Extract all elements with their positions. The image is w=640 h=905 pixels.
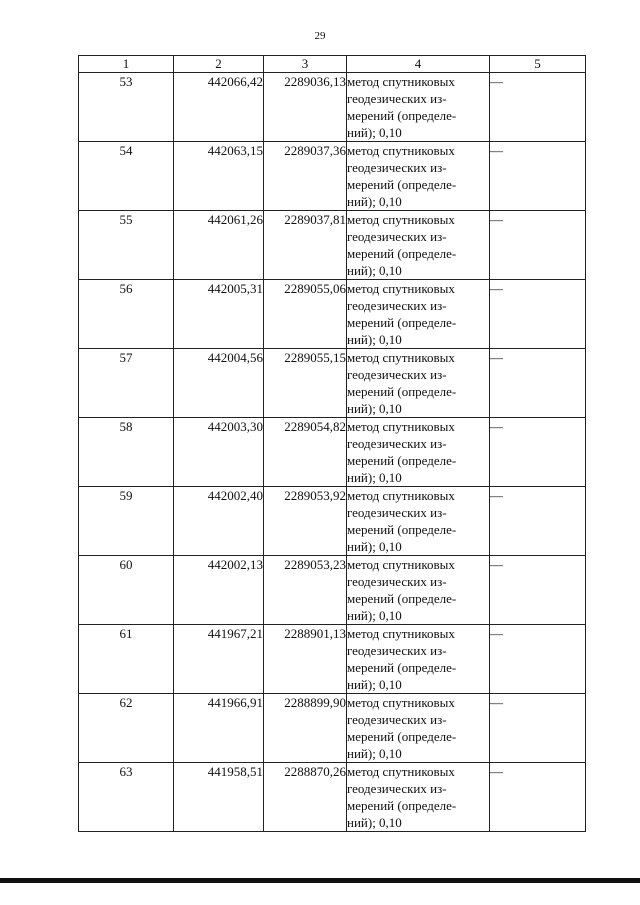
method-line: метод спутниковых	[347, 764, 455, 779]
coord-x-cell: 442066,42	[174, 73, 264, 142]
point-number-cell: 54	[79, 142, 174, 211]
coord-y-cell: 2289036,13	[264, 73, 347, 142]
coord-y-cell: 2289037,36	[264, 142, 347, 211]
point-number-cell: 56	[79, 280, 174, 349]
method-cell	[347, 418, 490, 487]
method-line: ний); 0,10	[347, 263, 402, 278]
coord-x-cell: 441967,21	[174, 625, 264, 694]
point-number-cell: 60	[79, 556, 174, 625]
method-cell	[347, 349, 490, 418]
coord-y-cell: 2288870,26	[264, 763, 347, 832]
coord-x-cell: 442061,26	[174, 211, 264, 280]
table-row	[79, 763, 586, 832]
method-cell	[347, 73, 490, 142]
note-cell: —	[490, 142, 586, 211]
method-line: ний); 0,10	[347, 194, 402, 209]
method-line: метод спутниковых	[347, 281, 455, 296]
method-line: ний); 0,10	[347, 746, 402, 761]
table-row	[79, 211, 586, 280]
coord-x-cell: 441966,91	[174, 694, 264, 763]
point-number-cell: 63	[79, 763, 174, 832]
method-line: метод спутниковых	[347, 626, 455, 641]
coord-y-cell: 2289053,23	[264, 556, 347, 625]
table-row	[79, 73, 586, 142]
method-line: мерений (определе-	[347, 522, 457, 537]
page-number: 29	[314, 30, 326, 42]
table-row	[79, 556, 586, 625]
coord-x-cell: 441958,51	[174, 763, 264, 832]
method-line: мерений (определе-	[347, 246, 457, 261]
point-number-cell: 53	[79, 73, 174, 142]
method-cell	[347, 694, 490, 763]
note-cell: —	[490, 694, 586, 763]
method-line: геодезических из-	[347, 91, 447, 106]
method-line: метод спутниковых	[347, 695, 455, 710]
point-number-cell: 59	[79, 487, 174, 556]
method-cell	[347, 280, 490, 349]
method-line: ний); 0,10	[347, 608, 402, 623]
method-line: геодезических из-	[347, 781, 447, 796]
coord-y-cell: 2289055,06	[264, 280, 347, 349]
method-line: ний); 0,10	[347, 470, 402, 485]
method-cell	[347, 625, 490, 694]
method-line: мерений (определе-	[347, 453, 457, 468]
method-line: геодезических из-	[347, 367, 447, 382]
coord-x-cell: 442063,15	[174, 142, 264, 211]
method-line: мерений (определе-	[347, 660, 457, 675]
method-line: мерений (определе-	[347, 384, 457, 399]
coord-x-cell: 442004,56	[174, 349, 264, 418]
table-row	[79, 487, 586, 556]
table-row	[79, 280, 586, 349]
method-cell	[347, 142, 490, 211]
method-line: мерений (определе-	[347, 591, 457, 606]
method-line: метод спутниковых	[347, 350, 455, 365]
coord-x-cell: 442002,13	[174, 556, 264, 625]
coord-y-cell: 2288899,90	[264, 694, 347, 763]
coord-x-cell: 442002,40	[174, 487, 264, 556]
point-number-cell: 62	[79, 694, 174, 763]
method-line: ний); 0,10	[347, 539, 402, 554]
method-line: мерений (определе-	[347, 315, 457, 330]
header-col-2: 2	[174, 56, 264, 73]
coord-y-cell: 2289055,15	[264, 349, 347, 418]
coord-x-cell: 442003,30	[174, 418, 264, 487]
table-row	[79, 349, 586, 418]
coordinates-table	[78, 55, 586, 832]
method-line: геодезических из-	[347, 229, 447, 244]
note-cell: —	[490, 280, 586, 349]
method-line: метод спутниковых	[347, 74, 455, 89]
note-cell: —	[490, 211, 586, 280]
method-line: метод спутниковых	[347, 488, 455, 503]
method-cell	[347, 487, 490, 556]
note-cell: —	[490, 349, 586, 418]
note-cell: —	[490, 73, 586, 142]
note-cell: —	[490, 625, 586, 694]
method-line: ний); 0,10	[347, 332, 402, 347]
method-line: мерений (определе-	[347, 729, 457, 744]
method-line: метод спутниковых	[347, 557, 455, 572]
table-row	[79, 625, 586, 694]
method-line: мерений (определе-	[347, 177, 457, 192]
table-row	[79, 694, 586, 763]
note-cell: —	[490, 487, 586, 556]
method-cell	[347, 211, 490, 280]
note-cell: —	[490, 763, 586, 832]
header-col-4: 4	[347, 56, 490, 73]
method-line: геодезических из-	[347, 436, 447, 451]
table-header-row	[79, 56, 586, 73]
method-line: метод спутниковых	[347, 143, 455, 158]
method-line: ний); 0,10	[347, 401, 402, 416]
header-col-3: 3	[264, 56, 347, 73]
method-line: мерений (определе-	[347, 108, 457, 123]
point-number-cell: 55	[79, 211, 174, 280]
table-row	[79, 142, 586, 211]
point-number-cell: 61	[79, 625, 174, 694]
method-line: метод спутниковых	[347, 212, 455, 227]
coord-y-cell: 2289037,81	[264, 211, 347, 280]
method-line: ний); 0,10	[347, 677, 402, 692]
coord-y-cell: 2289053,92	[264, 487, 347, 556]
method-line: ний); 0,10	[347, 815, 402, 830]
method-line: мерений (определе-	[347, 798, 457, 813]
coord-y-cell: 2288901,13	[264, 625, 347, 694]
method-line: ний); 0,10	[347, 125, 402, 140]
table-row	[79, 418, 586, 487]
coord-x-cell: 442005,31	[174, 280, 264, 349]
method-line: геодезических из-	[347, 298, 447, 313]
header-col-5: 5	[490, 56, 586, 73]
point-number-cell: 57	[79, 349, 174, 418]
method-cell	[347, 763, 490, 832]
bottom-rule	[0, 878, 640, 883]
header-col-1: 1	[79, 56, 174, 73]
method-line: метод спутниковых	[347, 419, 455, 434]
note-cell: —	[490, 418, 586, 487]
method-line: геодезических из-	[347, 643, 447, 658]
method-line: геодезических из-	[347, 574, 447, 589]
method-line: геодезических из-	[347, 712, 447, 727]
point-number-cell: 58	[79, 418, 174, 487]
coord-y-cell: 2289054,82	[264, 418, 347, 487]
method-line: геодезических из-	[347, 505, 447, 520]
method-line: геодезических из-	[347, 160, 447, 175]
note-cell: —	[490, 556, 586, 625]
method-cell	[347, 556, 490, 625]
